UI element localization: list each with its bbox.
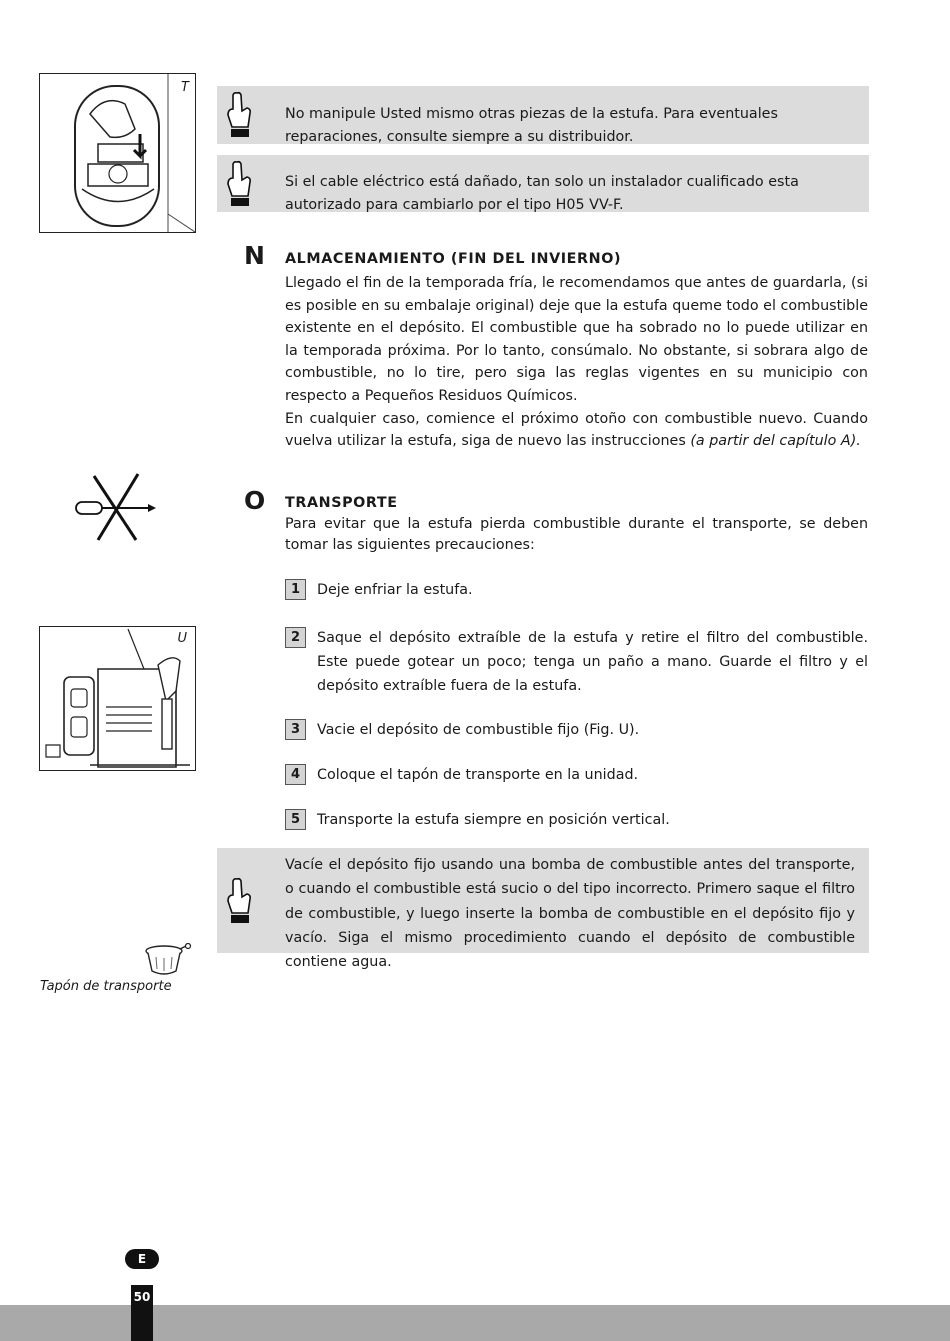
section-letter-n: N	[244, 241, 265, 270]
step-number-2: 2	[285, 627, 306, 648]
step-text-2: Saque el depósito extraíble de la estufa y retire el filtro del combustible. Este puede gotear un poco; tenga un paño a mano. Guarde el filtro y el depósito extraíble fuera de la estufa.	[317, 630, 868, 694]
filter-removal-illustration	[40, 74, 195, 232]
storage-paragraph	[285, 272, 868, 453]
storage-text-2: En cualquier caso, comience el próximo otoño con combustible nuevo. Cuando vuelva utilizar la estufa, siga de nuevo las instrucciones	[285, 410, 868, 450]
section-title-storage: ALMACENAMIENTO (FIN DEL INVIERNO)	[285, 251, 622, 267]
section-letter-o: O	[244, 486, 266, 515]
figure-u	[39, 626, 196, 771]
tank-pump-illustration	[40, 627, 195, 770]
figure-t-label: T	[181, 80, 189, 95]
step-text-4: Coloque el tapón de transporte en la unidad.	[317, 767, 639, 783]
warning-note-repairs	[217, 86, 869, 144]
pointing-hand-icon	[225, 877, 255, 925]
storage-text-1: Llegado el fin de la temporada fría, le recomendamos que antes de guardarla, (si es posible en su embalaje original) deje que la estufa queme todo el combustible existente en el depósito. El combustible que ha sobrado no lo puede utilizar en la temporada próxima. Por lo tanto, consúmalo. No obstante, si sobrara algo de combustible, no lo tire, pero siga las reglas vigentes en su municipio con respecto a Pequeños Residuos Químicos.	[285, 275, 869, 404]
step-number-3: 3	[285, 719, 306, 740]
no-screwdriver-icon	[72, 470, 162, 545]
warning-note-cable	[217, 155, 869, 212]
figure-t	[39, 73, 196, 233]
page-number: 50	[133, 1290, 151, 1304]
transport-intro: Para evitar que la estufa pierda combustible durante el transporte, se deben tomar las siguientes precauciones:	[285, 516, 868, 553]
transport-cap-caption: Tapón de transporte	[40, 979, 172, 994]
warning-note-pump	[217, 848, 869, 971]
step-number-4: 4	[285, 764, 306, 785]
step-number-5: 5	[285, 809, 306, 830]
note-text: Si el cable eléctrico está dañado, tan solo un instalador cualificado esta autorizado para cambiarlo por el tipo H05 VV-F.	[285, 174, 799, 213]
note-text: No manipule Usted mismo otras piezas de la estufa. Para eventuales reparaciones, consulte siempre a su distribuidor.	[285, 106, 778, 145]
step-text-3: Vacie el depósito de combustible fijo (Fig. U).	[317, 722, 640, 738]
storage-text-ref: (a partir del capítulo A).	[690, 433, 861, 450]
note-text: Vacíe el depósito fijo usando una bomba de combustible antes del transporte, o cuando el combustible está sucio o del tipo incorrecto. Primero saque el filtro de combustible, y luego inserte la bomba de combustible en el depósito fijo y vacío. Siga el mismo procedimiento cuando el depósito de combustible contiene agua.	[285, 857, 855, 971]
pointing-hand-icon	[225, 160, 255, 208]
language-badge: E	[125, 1249, 159, 1269]
step-number-1: 1	[285, 579, 306, 600]
step-text-1: Deje enfriar la estufa.	[317, 582, 473, 598]
section-title-transport: TRANSPORTE	[285, 495, 398, 511]
transport-cap-icon	[142, 943, 192, 983]
figure-u-label: U	[177, 631, 187, 646]
pointing-hand-icon	[225, 91, 255, 139]
step-text-5: Transporte la estufa siempre en posición vertical.	[317, 812, 670, 828]
